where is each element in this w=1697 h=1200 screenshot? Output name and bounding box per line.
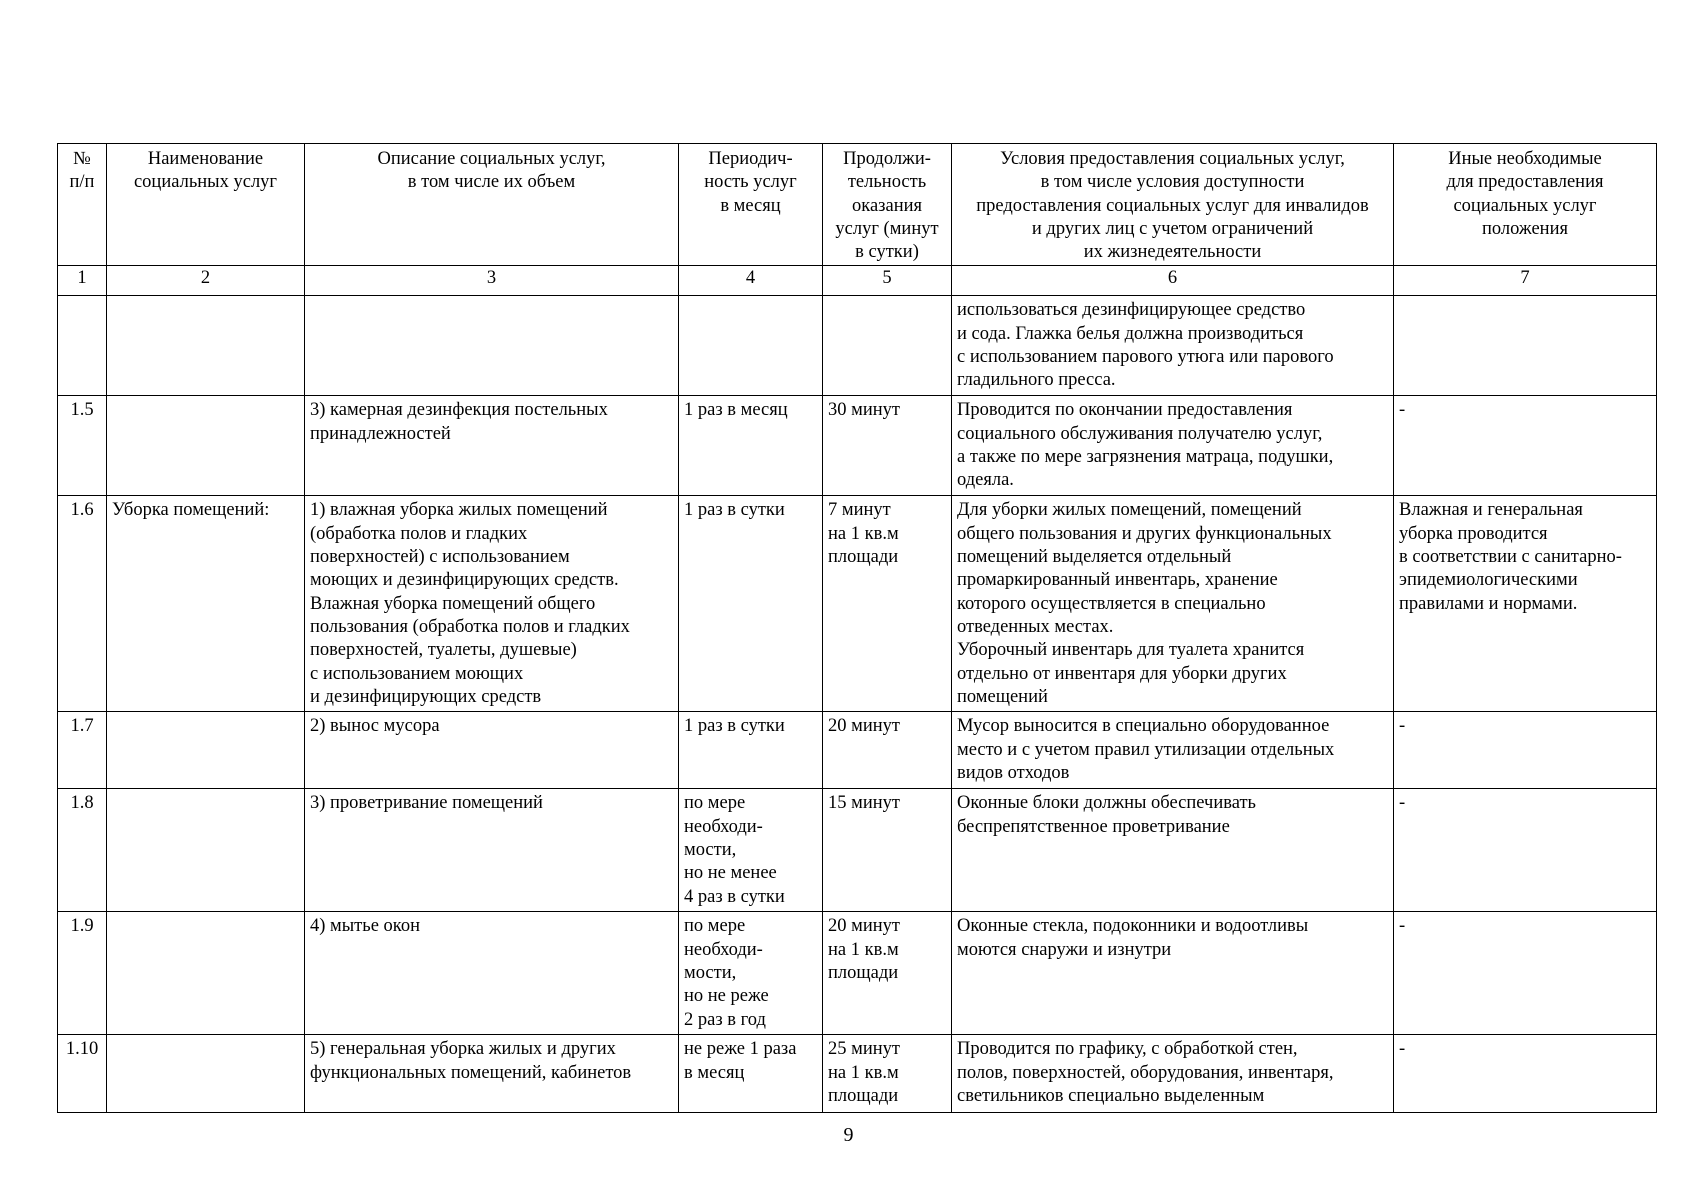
table-row	[58, 789, 1657, 912]
service-duration	[823, 296, 952, 396]
service-conditions: Оконные стекла, подоконники и водоотливы моются снаружи и изнутри	[952, 912, 1394, 1035]
column-number: 7	[1394, 266, 1657, 296]
services-table	[57, 143, 1657, 1113]
table-row	[58, 296, 1657, 396]
service-name: Уборка помещений:	[107, 496, 305, 712]
header-num: № п/п	[58, 144, 107, 266]
service-name	[107, 912, 305, 1035]
service-description: 2) вынос мусора	[305, 712, 679, 789]
table-row	[58, 396, 1657, 496]
service-description: 3) камерная дезинфекция постельных принадлежностей	[305, 396, 679, 496]
column-number-row	[58, 266, 1657, 296]
service-conditions: Оконные блоки должны обеспечивать беспрепятственное проветривание	[952, 789, 1394, 912]
service-name	[107, 789, 305, 912]
service-conditions: Мусор выносится в специально оборудованное место и с учетом правил утилизации отдельных видов отходов	[952, 712, 1394, 789]
service-conditions: Проводится по графику, с обработкой стен, полов, поверхностей, оборудования, инвентаря, светильников специально выделенным	[952, 1035, 1394, 1113]
header-name: Наименование социальных услуг	[107, 144, 305, 266]
column-number: 5	[823, 266, 952, 296]
row-number: 1.9	[58, 912, 107, 1035]
service-description	[305, 296, 679, 396]
column-number: 6	[952, 266, 1394, 296]
header-row	[58, 144, 1657, 266]
column-number: 1	[58, 266, 107, 296]
header-periodicity: Периодич- ность услуг в месяц	[679, 144, 823, 266]
row-number: 1.8	[58, 789, 107, 912]
service-description: 3) проветривание помещений	[305, 789, 679, 912]
service-other	[1394, 296, 1657, 396]
service-description: 5) генеральная уборка жилых и других функциональных помещений, кабинетов	[305, 1035, 679, 1113]
page-number: 9	[843, 1124, 854, 1146]
table-row	[58, 496, 1657, 712]
service-other: Влажная и генеральная уборка проводится в соответствии с санитарно- эпидемиологическими правилами и нормами.	[1394, 496, 1657, 712]
service-conditions: Для уборки жилых помещений, помещений общего пользования и других функциональных помещений выделяется отдельный промаркированный инвентарь, хранение которого осуществляется в специально отведенных местах. Уборочный инвентарь для туалета хранится отдельно от инвентаря для уборки других помещений	[952, 496, 1394, 712]
row-number: 1.5	[58, 396, 107, 496]
service-duration: 7 минут на 1 кв.м площади	[823, 496, 952, 712]
row-number: 1.6	[58, 496, 107, 712]
service-duration: 15 минут	[823, 789, 952, 912]
row-number: 1.10	[58, 1035, 107, 1113]
service-periodicity: по мере необходи- мости, но не менее 4 раз в сутки	[679, 789, 823, 912]
service-conditions: использоваться дезинфицирующее средство и сода. Глажка белья должна производиться с использованием парового утюга или парового гладильного пресса.	[952, 296, 1394, 396]
service-duration: 20 минут	[823, 712, 952, 789]
table-row	[58, 912, 1657, 1035]
service-name	[107, 1035, 305, 1113]
service-duration: 20 минут на 1 кв.м площади	[823, 912, 952, 1035]
header-conditions: Условия предоставления социальных услуг, в том числе условия доступности предоставления социальных услуг для инвалидов и других лиц с учетом ограничений их жизнедеятельности	[952, 144, 1394, 266]
service-name	[107, 712, 305, 789]
service-periodicity: не реже 1 раза в месяц	[679, 1035, 823, 1113]
table-row	[58, 1035, 1657, 1113]
service-other: -	[1394, 789, 1657, 912]
header-other: Иные необходимые для предоставления социальных услуг положения	[1394, 144, 1657, 266]
header-description: Описание социальных услуг, в том числе их объем	[305, 144, 679, 266]
row-number	[58, 296, 107, 396]
row-number: 1.7	[58, 712, 107, 789]
service-description: 1) влажная уборка жилых помещений (обработка полов и гладких поверхностей) с использованием моющих и дезинфицирующих средств. Влажная уборка помещений общего пользования (обработка полов и гладких поверхностей, туалеты, душевые) с использованием моющих и дезинфицирующих средств	[305, 496, 679, 712]
service-other: -	[1394, 1035, 1657, 1113]
header-duration: Продолжи- тельность оказания услуг (минут в сутки)	[823, 144, 952, 266]
service-periodicity: по мере необходи- мости, но не реже 2 раз в год	[679, 912, 823, 1035]
service-periodicity	[679, 296, 823, 396]
column-number: 4	[679, 266, 823, 296]
table-row	[58, 712, 1657, 789]
service-periodicity: 1 раз в сутки	[679, 496, 823, 712]
service-conditions: Проводится по окончании предоставления социального обслуживания получателю услуг, а также по мере загрязнения матраца, подушки, одеяла.	[952, 396, 1394, 496]
service-duration: 30 минут	[823, 396, 952, 496]
service-periodicity: 1 раз в месяц	[679, 396, 823, 496]
service-name	[107, 296, 305, 396]
service-periodicity: 1 раз в сутки	[679, 712, 823, 789]
service-description: 4) мытье окон	[305, 912, 679, 1035]
column-number: 3	[305, 266, 679, 296]
service-other: -	[1394, 912, 1657, 1035]
service-name	[107, 396, 305, 496]
service-other: -	[1394, 396, 1657, 496]
service-other: -	[1394, 712, 1657, 789]
service-duration: 25 минут на 1 кв.м площади	[823, 1035, 952, 1113]
column-number: 2	[107, 266, 305, 296]
